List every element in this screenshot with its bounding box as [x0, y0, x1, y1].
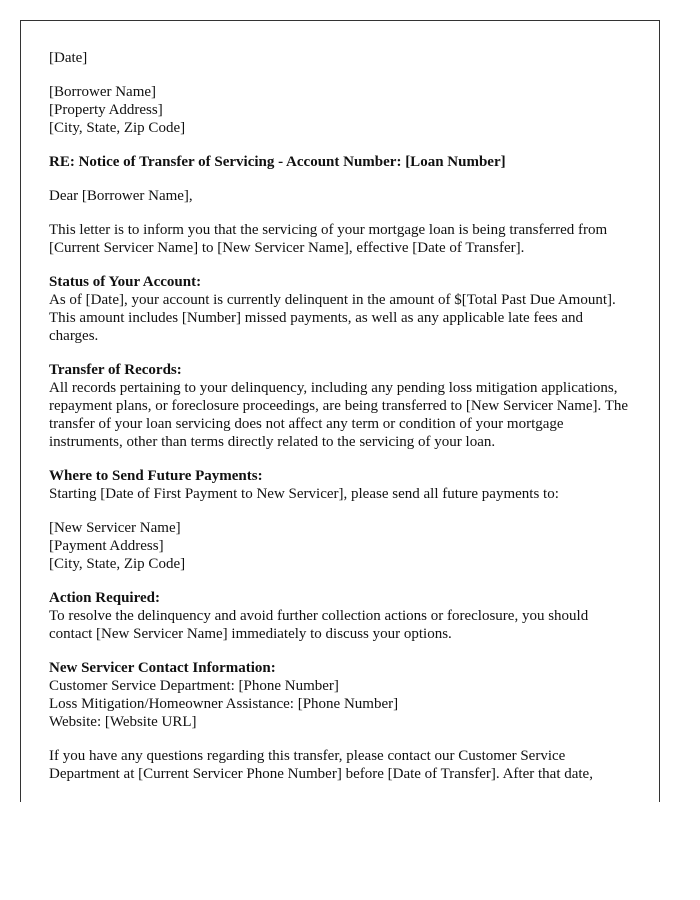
status-heading: Status of Your Account:	[49, 274, 202, 290]
payments-section	[49, 467, 633, 503]
recipient-name: [Borrower Name]	[49, 84, 157, 100]
contact-loss-mitigation: Loss Mitigation/Homeowner Assistance: [Phone Number]	[49, 696, 399, 712]
payments-body: Starting [Date of First Payment to New Servicer], please send all future payments to:	[49, 486, 559, 502]
payment-address	[49, 519, 633, 573]
recipient-street: [Property Address]	[49, 102, 163, 118]
contact-website: Website: [Website URL]	[49, 714, 197, 730]
records-section	[49, 361, 633, 451]
records-heading: Transfer of Records:	[49, 362, 182, 378]
payment-city: [City, State, Zip Code]	[49, 556, 186, 572]
contact-section	[49, 659, 633, 731]
closing-paragraph: If you have any questions regarding this transfer, please contact our Customer Service Department at [Current Servicer Phone Number] before [Date of Transfer]. After that date,	[49, 748, 593, 782]
action-heading: Action Required:	[49, 590, 160, 606]
letter-date: [Date]	[49, 50, 88, 66]
letter-page	[20, 20, 660, 802]
recipient-address	[49, 83, 633, 137]
payment-servicer-name: [New Servicer Name]	[49, 520, 181, 536]
records-body: All records pertaining to your delinquency, including any pending loss mitigation applications, repayment plans, or foreclosure proceedings, are being transferred to [New Servicer Name]. The transfer of your loan servicing does not affect any term or condition of your mortgage instruments, other than terms directly related to the servicing of your loan.	[49, 380, 629, 450]
status-section	[49, 273, 633, 345]
contact-heading: New Servicer Contact Information:	[49, 660, 276, 676]
intro-paragraph: This letter is to inform you that the servicing of your mortgage loan is being transferred from [Current Servicer Name] to [New Servicer Name], effective [Date of Transfer].	[49, 222, 608, 256]
action-section	[49, 589, 633, 643]
salutation: Dear [Borrower Name],	[49, 188, 193, 204]
action-body: To resolve the delinquency and avoid further collection actions or foreclosure, you should contact [New Servicer Name] immediately to discuss your options.	[49, 608, 589, 642]
payment-street: [Payment Address]	[49, 538, 164, 554]
recipient-city: [City, State, Zip Code]	[49, 120, 186, 136]
contact-customer-service: Customer Service Department: [Phone Number]	[49, 678, 339, 694]
status-body: As of [Date], your account is currently delinquent in the amount of $[Total Past Due Amount]. This amount includes [Number] missed payments, as well as any applicable late fees and charges.	[49, 292, 616, 344]
subject-line: RE: Notice of Transfer of Servicing - Account Number: [Loan Number]	[49, 154, 506, 170]
payments-heading: Where to Send Future Payments:	[49, 468, 263, 484]
